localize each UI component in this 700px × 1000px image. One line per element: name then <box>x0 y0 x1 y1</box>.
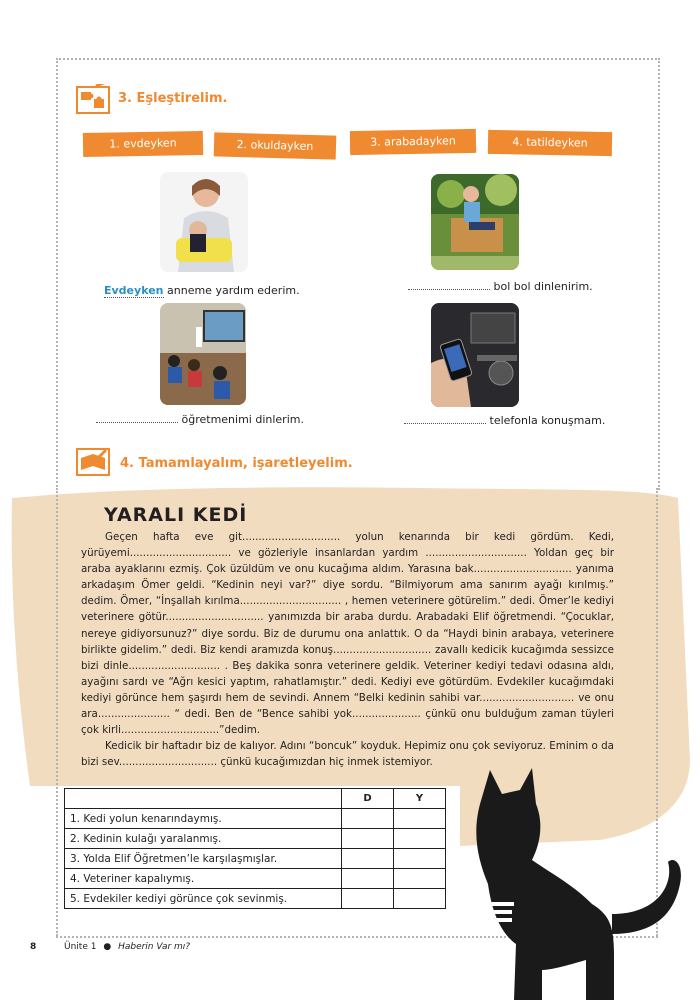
check-y-2[interactable] <box>394 829 446 849</box>
check-y-5[interactable] <box>394 889 446 909</box>
section-4-title: 4. Tamamlayalım, işaretleyelim. <box>120 456 353 471</box>
dotted-frame-left <box>56 488 58 936</box>
topic-label: Haberin Var mı? <box>118 942 191 952</box>
caption-4-text: telefonla konuşmam. <box>489 414 606 427</box>
photo-mother-helping <box>160 172 248 272</box>
story-title: YARALI KEDİ <box>104 504 248 526</box>
table-row <box>65 849 446 869</box>
ribbon-arabadayken: 3. arabadayken <box>350 129 476 155</box>
check-y-1[interactable] <box>394 809 446 829</box>
photo-phone-in-car <box>431 303 519 407</box>
check-d-1[interactable] <box>342 809 394 829</box>
table-row <box>65 889 446 909</box>
ribbon-okuldayken: 2. okuldayken <box>214 132 337 159</box>
ribbon-tatildeyken: 4. tatildeyken <box>488 130 612 156</box>
table-header-y: Y <box>394 789 446 809</box>
table-header-empty <box>65 789 342 809</box>
story-paragraph-2: Kedicik bir haftadır biz de kalıyor. Adını “boncuk” koyduk. Hepimiz onu çok seviyoruz. Eminim o da bizi sev.............................. çünkü kucağımızdan hiç inmek istemiyor. <box>81 740 614 769</box>
caption-2-text: bol bol dinlenirim. <box>493 280 593 293</box>
pencil-book-icon <box>76 446 110 476</box>
page-footer <box>30 942 190 952</box>
caption-3 <box>96 413 304 426</box>
statement-4: 4. Veteriner kapalıymış. <box>65 869 342 889</box>
caption-4 <box>404 414 605 427</box>
photo-person-relaxing <box>431 174 519 270</box>
answer-field-4[interactable] <box>404 423 486 424</box>
table-row <box>65 869 446 889</box>
check-y-3[interactable] <box>394 849 446 869</box>
check-d-4[interactable] <box>342 869 394 889</box>
check-d-3[interactable] <box>342 849 394 869</box>
ribbon-evdeyken: 1. evdeyken <box>83 131 203 157</box>
unit-label: Ünite 1 <box>64 942 97 952</box>
caption-1 <box>104 284 300 298</box>
true-false-table <box>64 788 446 909</box>
caption-3-text: öğretmenimi dinlerim. <box>181 413 304 426</box>
check-d-5[interactable] <box>342 889 394 909</box>
table-header-row <box>65 789 446 809</box>
photo-classroom <box>160 303 246 405</box>
puzzle-icon <box>76 84 110 114</box>
check-y-4[interactable] <box>394 869 446 889</box>
caption-2 <box>408 280 593 293</box>
story-paragraph-1: Geçen hafta eve git.............................. yolun kenarında bir kedi gördüm. Kedi, yürüyemi............................... ve gözleriyle insanlardan yardım ............................... Yoldan geç bir araba ayaklarını ezmiş. Çok üzüldüm ve onu kucağıma aldım. Yarasına bak.............................. yanıma arkadaşım Ömer geldi. “Kedinin neyi var?” diye sordu. “Bilmiyorum ama sanırım ayağı kırılmış.” dedim. Ömer, “İnşallah kırılma............................... , hemen veterinere götürelim.” dedi. Ömer’le kediyi veterinere götür.............................. yanımızda bir araba durdu. Arabadaki Elif öğretmendi. “Çocuklar, nereye gidiyorsunuz?” diye sordu. Biz de durumu ona anlattık. O da “Haydi binin arabaya, veterinere birlikte gidelim.” dedi. Biz kendi aramızda konuş.............................. zavallı kedicik kucağımda sessizce bizi dinle............................ . Beş dakika sonra veterinere geldik. Veteriner kediyi tedavi odasına aldı, ayağını sardı ve “Ağrı kesici yaptım, rahatlamıştır.” dedi. Kediyi eve götürdüm. Evdekiler kucağımdaki kediyi görünce hem şaşırdı hem de sevindi. Annem “Belki kedinin sahibi var............................. ve onu ara...................... “ dedi. Ben de “Bence sahibi yok..................... çünkü onu bulduğum zaman tüyleri çok kirli..............................”dedim. <box>81 531 614 737</box>
statement-1: 1. Kedi yolun kenarındaymış. <box>65 809 342 829</box>
table-row <box>65 809 446 829</box>
check-d-2[interactable] <box>342 829 394 849</box>
caption-1-text: anneme yardım ederim. <box>167 284 300 297</box>
page-number: 8 <box>30 942 37 952</box>
statement-5: 5. Evdekiler kediyi görünce çok sevinmiş. <box>65 889 342 909</box>
story-text <box>81 529 614 770</box>
black-cat-illustration <box>462 764 692 1000</box>
bullet-icon: ● <box>103 942 112 952</box>
answer-field-2[interactable] <box>408 289 490 290</box>
section-3-title: 3. Eşleştirelim. <box>118 91 228 106</box>
table-row <box>65 829 446 849</box>
statement-3: 3. Yolda Elif Öğretmen’le karşılaşmışlar. <box>65 849 342 869</box>
answer-field-3[interactable] <box>96 422 178 423</box>
table-header-d: D <box>342 789 394 809</box>
answer-field-1[interactable]: Evdeyken <box>104 284 164 297</box>
statement-2: 2. Kedinin kulağı yaralanmış. <box>65 829 342 849</box>
